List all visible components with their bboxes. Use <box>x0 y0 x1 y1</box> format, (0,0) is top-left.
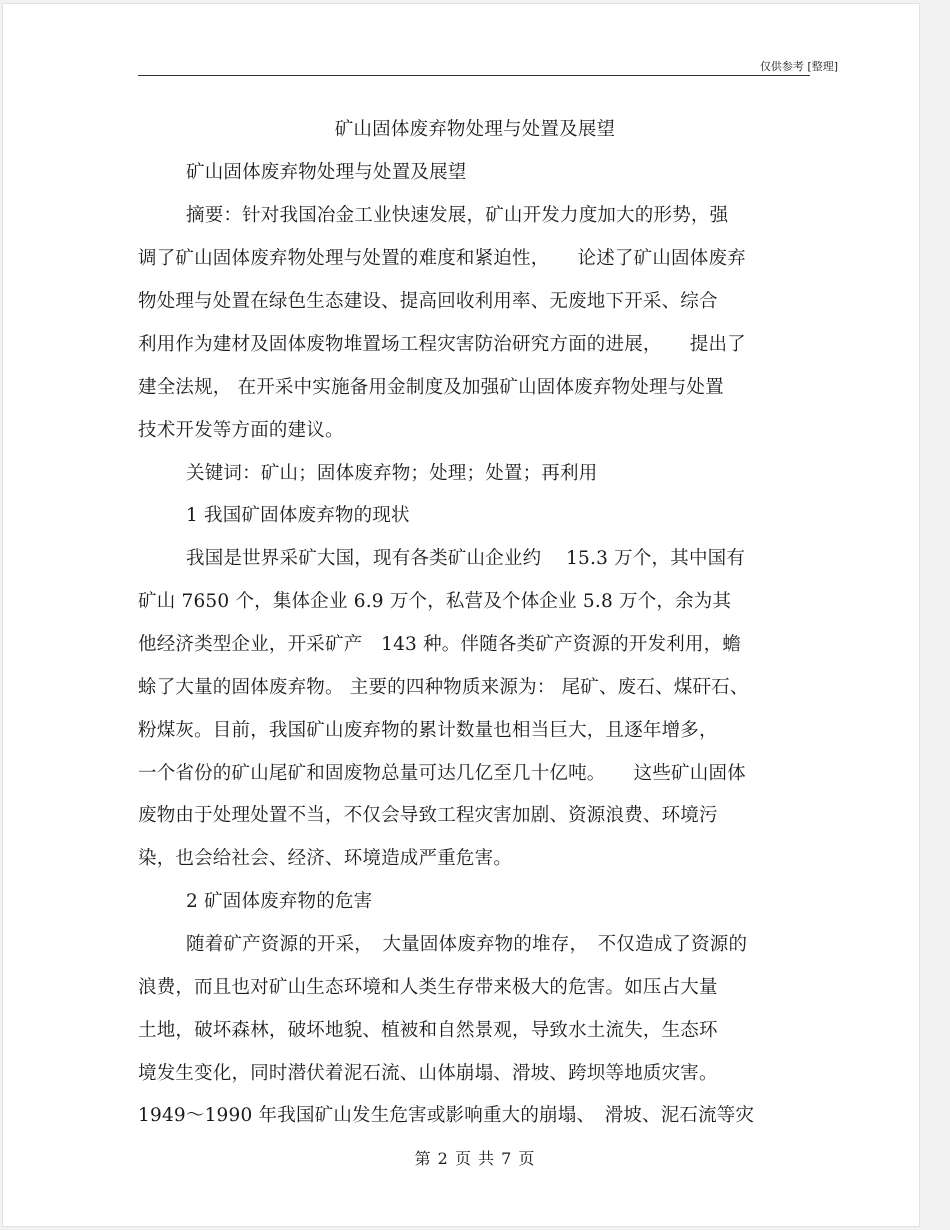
keywords-line: 关键词：矿山；固体废弃物；处理；处置；再利用 <box>186 463 598 484</box>
subtitle-line: 矿山固体废弃物处理与处置及展望 <box>186 162 467 183</box>
section-heading-2: 2 矿固体废弃物的危害 <box>186 891 373 912</box>
body-line: 土地，破坏森林，破坏地貌、植被和自然景观，导致水土流失，生态环 <box>138 1020 718 1041</box>
body-line: 矿山 7650 个，集体企业 6.9 万个，私营及个体企业 5.8 万个，余为其 <box>138 591 732 612</box>
body-line: 粉煤灰。目前，我国矿山废弃物的累计数量也相当巨大，且逐年增多， <box>138 720 718 741</box>
abstract-line: 摘要：针对我国冶金工业快速发展，矿山开发力度加大的形势，强 <box>186 205 729 226</box>
abstract-line: 调了矿山固体废弃物处理与处置的难度和紧迫性， 论述了矿山固体废弃 <box>138 248 746 269</box>
abstract-line: 建全法规， 在开采中实施备用金制度及加强矿山固体废弃物处理与处置 <box>138 377 724 398</box>
body-line: 我国是世界采矿大国，现有各类矿山企业约 15.3 万个，其中国有 <box>186 548 746 569</box>
body-line: 废物由于处理处置不当，不仅会导致工程灾害加剧、资源浪费、环境污 <box>138 805 718 826</box>
abstract-line: 物处理与处置在绿色生态建设、提高回收利用率、无废地下开采、综合 <box>138 291 718 312</box>
body-line: 1949～1990 年我国矿山发生危害或影响重大的崩塌、 滑坡、泥石流等灾 <box>138 1105 755 1126</box>
page-number-footer: 第 2 页 共 7 页 <box>414 1149 536 1168</box>
body-line: 一个省份的矿山尾矿和固废物总量可达几亿至几十亿吨。 这些矿山固体 <box>138 763 746 784</box>
document-title: 矿山固体废弃物处理与处置及展望 <box>334 119 616 140</box>
section-heading-1: 1 我国矿固体废弃物的现状 <box>186 505 410 526</box>
body-line: 他经济类型企业，开采矿产 143 种。伴随各类矿产资源的开发利用，蟾 <box>138 634 741 655</box>
body-line: 境发生变化，同时潜伏着泥石流、山体崩塌、滑坡、跨坝等地质灾害。 <box>138 1063 718 1084</box>
abstract-line: 技术开发等方面的建议。 <box>138 420 344 441</box>
abstract-line: 利用作为建材及固体废物堆置场工程灾害防治研究方面的进展， 提出了 <box>138 334 746 355</box>
body-line: 蜍了大量的固体废弃物。 主要的四种物质来源为： 尾矿、废石、煤矸石、 <box>138 677 749 698</box>
header-divider <box>138 75 810 76</box>
document-page <box>2 3 920 1227</box>
body-line: 随着矿产资源的开采， 大量固体废弃物的堆存， 不仅造成了资源的 <box>186 934 748 955</box>
body-line: 浪费，而且也对矿山生态环境和人类生存带来极大的危害。如压占大量 <box>138 977 718 998</box>
header-note: 仅供参考 [整理] <box>759 60 838 73</box>
body-line: 染，也会给社会、经济、环境造成严重危害。 <box>138 848 513 869</box>
